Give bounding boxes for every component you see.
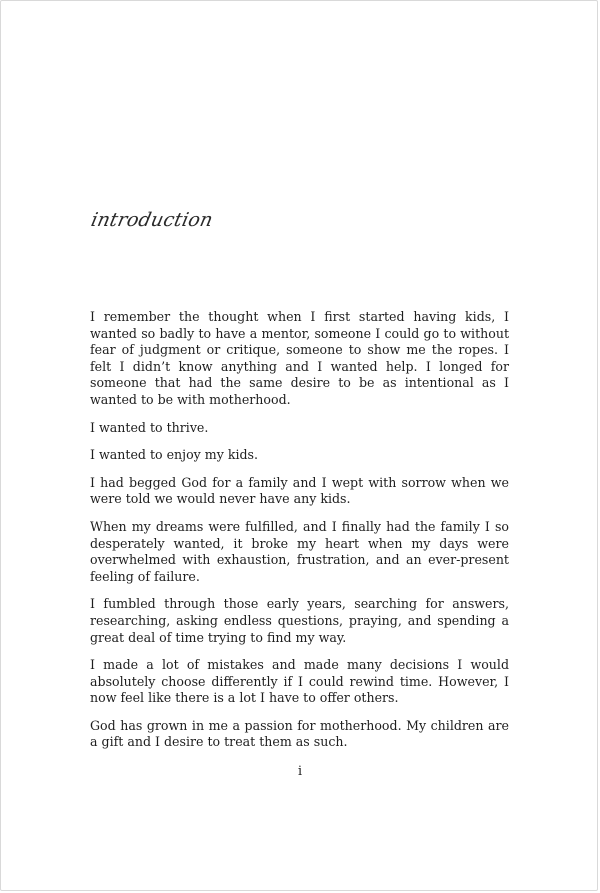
paragraph: I fumbled through those early years, searching for answers, researching, asking endless questions, praying, and spending a great deal of time trying to find my way. xyxy=(90,596,509,645)
paragraph: I wanted to enjoy my kids. xyxy=(90,447,259,463)
paragraph: God has grown in me a passion for motherhood. My children are a gift and I desire to treat them as such. xyxy=(90,717,509,750)
paragraph: I remember the thought when I first started having kids, I wanted so badly to have a mentor, someone I could go to without fear of judgment or critique, someone to show me the ropes. I felt I didn’t know anything and I wanted help. I longed for someone that had the same desire to be as intentional as I wanted to be with motherhood. xyxy=(90,309,509,407)
paragraph: I made a lot of mistakes and made many decisions I would absolutely choose differently if I could rewind time. However, I now feel like there is a lot I have to offer others. xyxy=(90,657,509,706)
page-number: i xyxy=(297,763,303,778)
body-text xyxy=(90,309,509,762)
paragraph: I had begged God for a family and I wept with sorrow when we were told we would never have any kids. xyxy=(90,474,509,507)
paragraph: I wanted to thrive. xyxy=(90,419,209,435)
chapter-heading: introduction xyxy=(89,209,215,231)
paragraph: When my dreams were fulfilled, and I finally had the family I so desperately wanted, it broke my heart when my days were overwhelmed with exhaustion, frustration, and an ever-present feeling of failure. xyxy=(90,518,509,584)
